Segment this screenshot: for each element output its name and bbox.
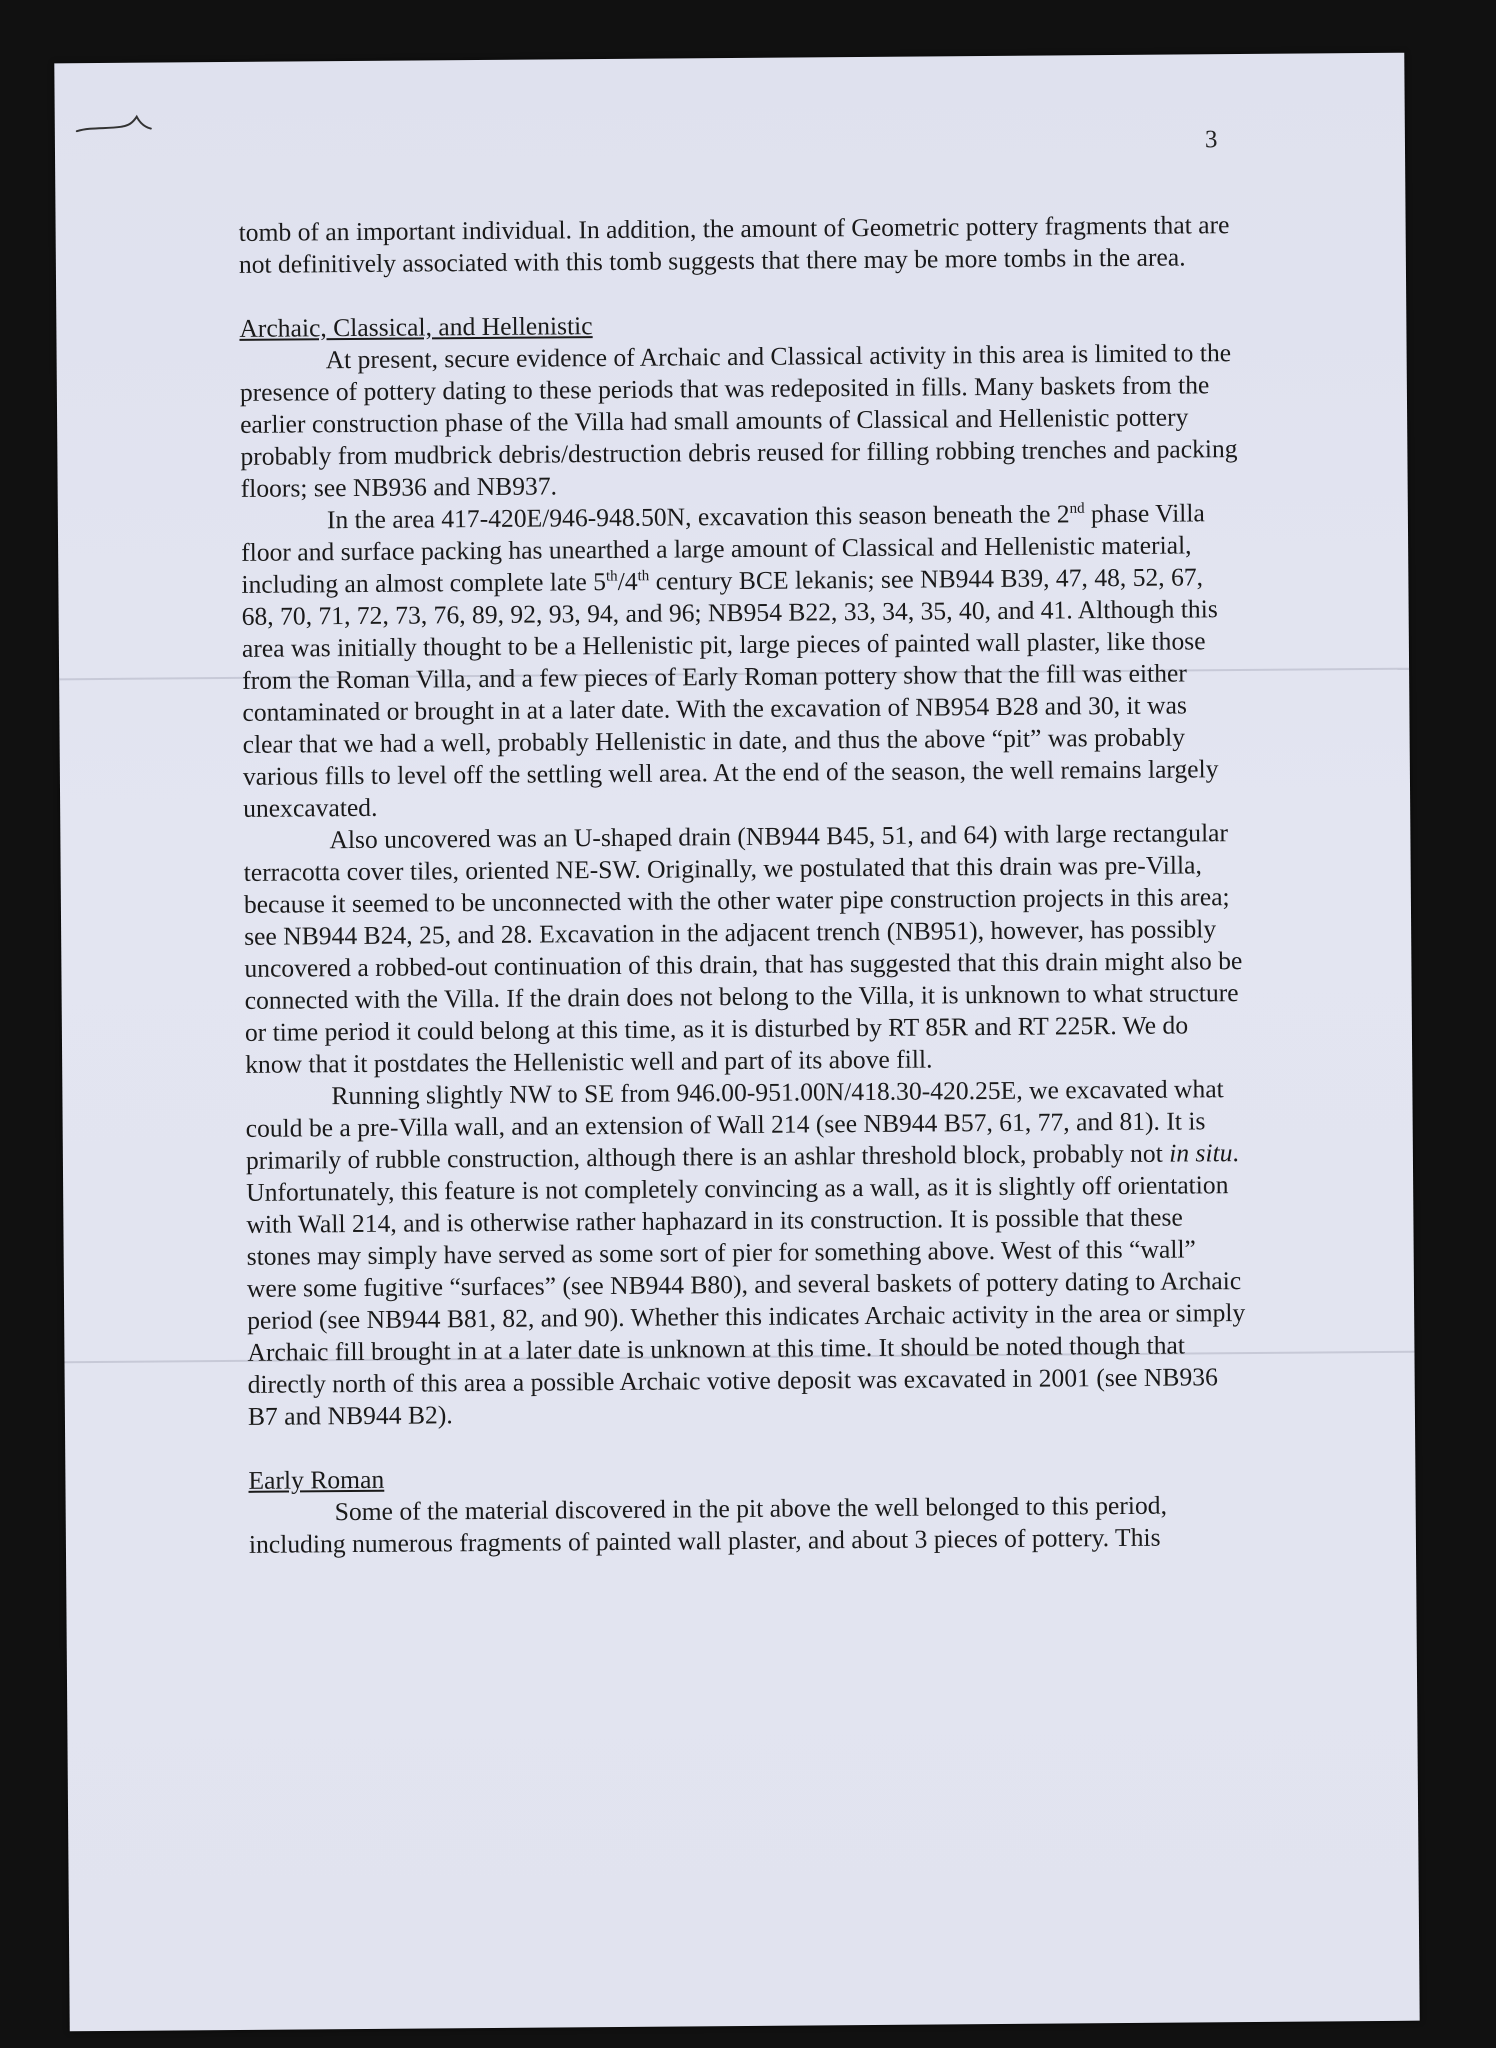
intro-paragraph: tomb of an important individual. In addition, the amount of Geometric pottery fragments that are not definitively associated with this tomb suggests that there may be more tombs in the area.	[238, 210, 1230, 279]
archaic-paragraph-3: Also uncovered was an U-shaped drain (NB944 B45, 51, and 64) with large rectangular terracotta cover tiles, oriented NE-SW. Originally, we postulated that this drain was pre-Villa, because it seemed to be unconnected with the other water pipe construction projects in this area; see NB944 B24, 25, and 28. Excavation in the adjacent trench (NB951), however, has possibly uncovered a robbed-out continuation of this drain, that has suggested that this drain might also be connected with the Villa. If the drain does not belong to the Villa, it is unknown to what structure or time period it could belong at this time, as it is disturbed by RT 85R and RT 225R. We do know that it postdates the Hellenistic well and part of its above fill.	[243, 818, 1243, 1079]
section-heading-archaic: Archaic, Classical, and Hellenistic	[239, 311, 593, 343]
archaic-paragraph-4: Running slightly NW to SE from 946.00-951.00N/418.30-420.25E, we excavated what could be a pre-Villa wall, and an extension of Wall 214 (see NB944 B57, 61, 77, and 81). It is primarily of rubble construction, although there is an ashlar threshold block, probably not in situ. Unfortunately, this feature is not completely convincing as a wall, as it is slightly off orientation with Wall 214, and is otherwise rather haphazard in its construction. It is possible that these stones may simply have served as some sort of pier for something above. West of this “wall” were some fugitive “surfaces” (see NB944 B80), and several baskets of pottery dating to Archaic period (see NB944 B81, 82, and 90). Whether this indicates Archaic activity in the area or simply Archaic fill brought in at a later date is unknown at this time. It should be noted though that directly north of this area a possible Archaic votive deposit was excavated in 2001 (see NB936 B7 and NB944 B2).	[245, 1074, 1246, 1431]
document-body	[239, 209, 1250, 1561]
archaic-paragraph-2: In the area 417-420E/946-948.50N, excavation this season beneath the 2nd phase Villa floor and surface packing has unearthed a large amount of Classical and Hellenistic material, including an almost complete late 5th/4th century BCE lekanis; see NB944 B39, 47, 48, 52, 67, 68, 70, 71, 72, 73, 76, 89, 92, 93, 94, and 96; NB954 B22, 33, 34, 35, 40, and 41. Although this area was initially thought to be a Hellenistic pit, large pieces of painted wall plaster, like those from the Roman Villa, and a few pieces of Early Roman pottery show that the fill was either contaminated or brought in at a later date. With the excavation of NB954 B28 and 30, it was clear that we had a well, probably Hellenistic in date, and thus the above “pit” was probably various fills to level off the settling well area. At the end of the season, the well remains largely unexcavated.	[241, 498, 1219, 823]
paper-sheet	[54, 53, 1419, 2032]
early-roman-paragraph-1: Some of the material discovered in the pit above the well belonged to this period, including numerous fragments of painted wall plaster, and about 3 pieces of pottery. This	[248, 1490, 1168, 1559]
page-number: 3	[1204, 126, 1218, 154]
section-heading-early-roman: Early Roman	[248, 1464, 385, 1495]
pen-mark-icon	[73, 102, 163, 143]
archaic-paragraph-1: At present, secure evidence of Archaic and Classical activity in this area is limited to the presence of pottery dating to these periods that was redeposited in fills. Many baskets from the earlier construction phase of the Villa had small amounts of Classical and Hellenistic pottery probably from mudbrick debris/destruction debris reused for filling robbing trenches and packing floors; see NB936 and NB937.	[239, 338, 1238, 503]
